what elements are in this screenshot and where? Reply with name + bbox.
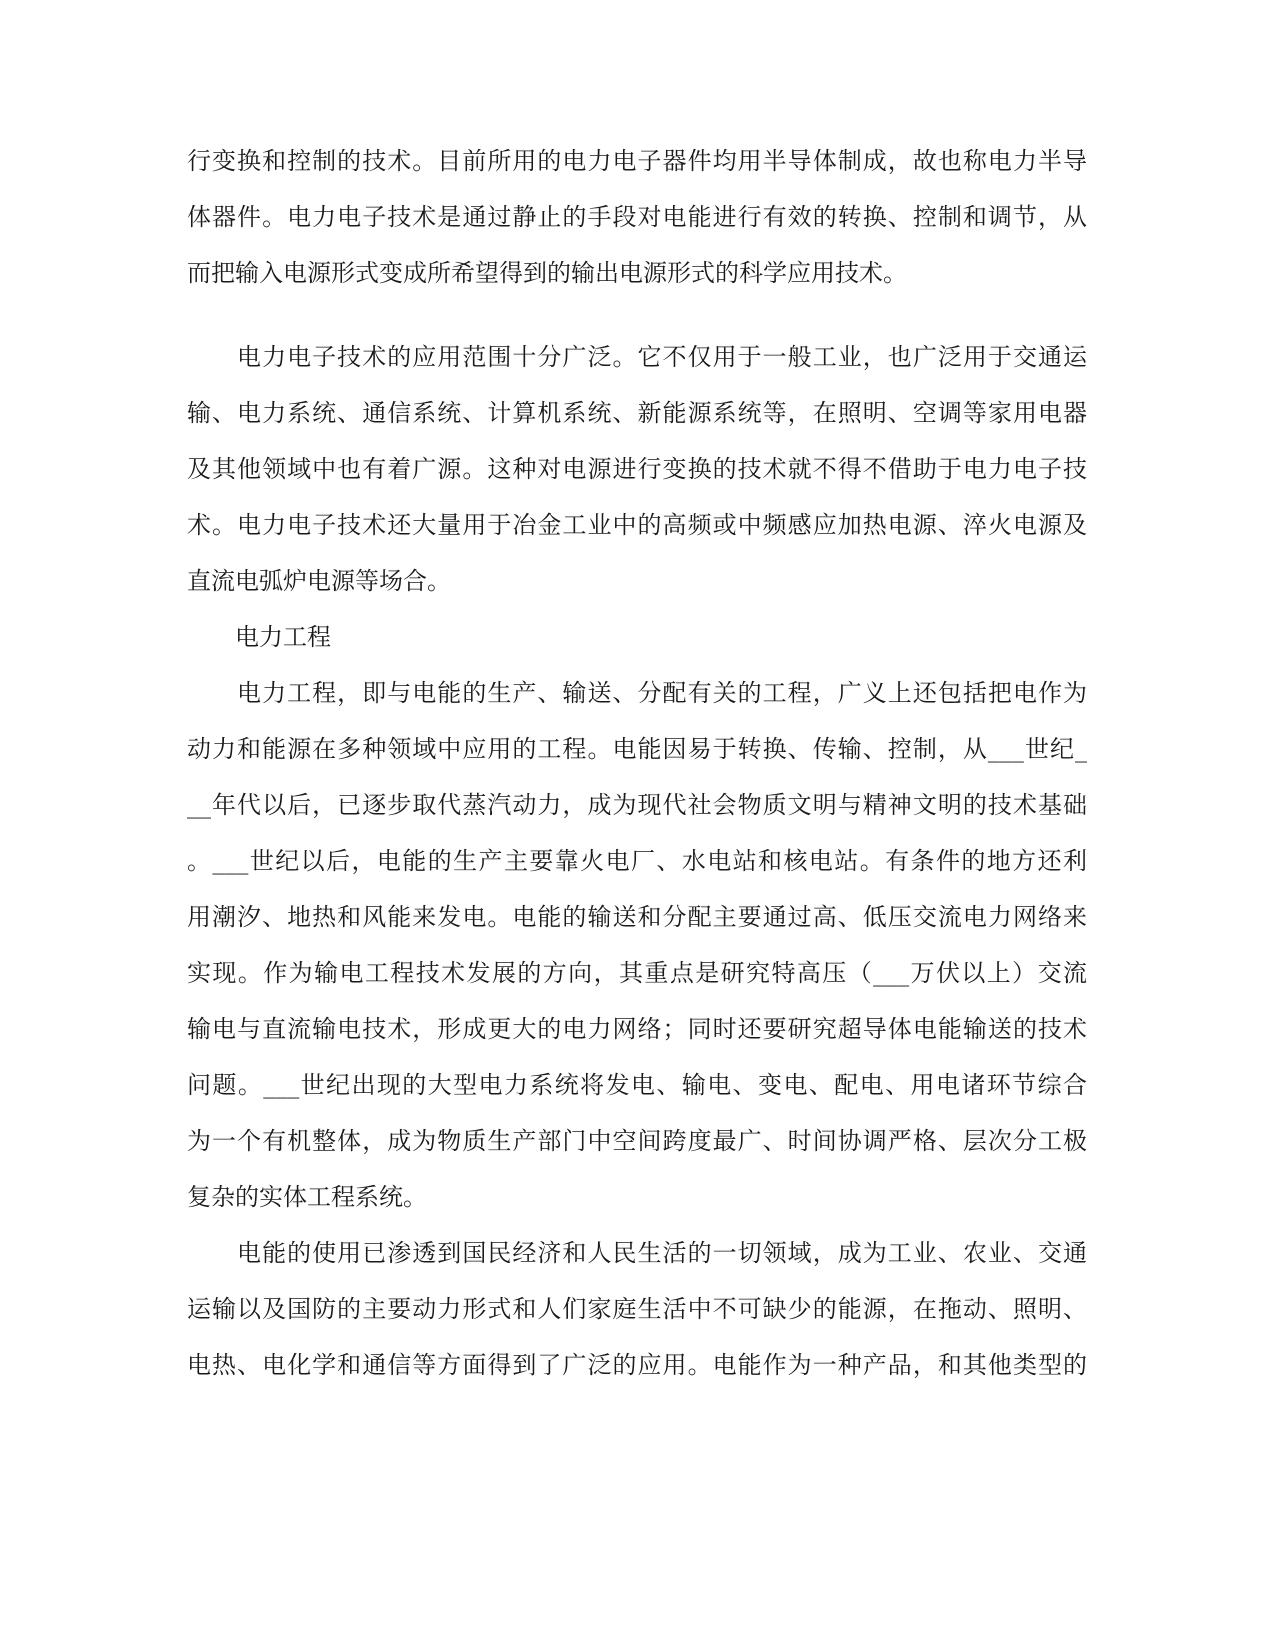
paragraph-line: 输、电力系统、通信系统、计算机系统、新能源系统等，在照明、空调等家用电器 <box>187 399 1087 427</box>
paragraph-line: 直流电弧炉电源等场合。 <box>187 567 451 595</box>
section-heading-paragraph <box>187 617 1087 657</box>
paragraph-line: __年代以后，已逐步取代蒸汽动力，成为现代社会物质文明与精神文明的技术基础 <box>187 791 1087 819</box>
paragraph-line: 运输以及国防的主要动力形式和人们家庭生活中不可缺少的能源，在拖动、照明、 <box>187 1295 1087 1323</box>
paragraph-line: 电能的使用已渗透到国民经济和人民生活的一切领域，成为工业、农业、交通 <box>187 1239 1087 1267</box>
paragraph-line: 输电与直流输电技术，形成更大的电力网络；同时还要研究超导体电能输送的技术 <box>187 1015 1087 1043</box>
paragraph-line: 体器件。电力电子技术是通过静止的手段对电能进行有效的转换、控制和调节，从 <box>187 203 1087 231</box>
paragraph-line: 实现。作为输电工程技术发展的方向，其重点是研究特高压（___万伏以上）交流 <box>187 959 1087 987</box>
paragraph-line: 术。电力电子技术还大量用于冶金工业中的高频或中频感应加热电源、淬火电源及 <box>187 511 1087 539</box>
paragraph-line: 为一个有机整体，成为物质生产部门中空间跨度最广、时间协调严格、层次分工极 <box>187 1127 1087 1155</box>
paragraph-2 <box>187 337 1087 601</box>
paragraph-line: 动力和能源在多种领域中应用的工程。电能因易于转换、传输、控制，从___世纪_ <box>187 735 1087 763</box>
paragraph-line: 问题。___世纪出现的大型电力系统将发电、输电、变电、配电、用电诸环节综合 <box>187 1071 1087 1099</box>
paragraph-line: 。___世纪以后，电能的生产主要靠火电厂、水电站和核电站。有条件的地方还利 <box>187 847 1087 875</box>
paragraph-5 <box>187 1233 1087 1385</box>
paragraph-line: 电力工程，即与电能的生产、输送、分配有关的工程，广义上还包括把电作为 <box>187 679 1087 707</box>
paragraph-line: 电热、电化学和通信等方面得到了广泛的应用。电能作为一种产品，和其他类型的 <box>187 1351 1087 1379</box>
paragraph-line: 及其他领域中也有着广源。这种对电源进行变换的技术就不得不借助于电力电子技 <box>187 455 1087 483</box>
paragraph-line: 行变换和控制的技术。目前所用的电力电子器件均用半导体制成，故也称电力半导 <box>187 147 1087 175</box>
section-heading: 电力工程 <box>187 623 331 651</box>
paragraph-1 <box>187 141 1087 293</box>
paragraph-line: 而把输入电源形式变成所希望得到的输出电源形式的科学应用技术。 <box>187 259 907 287</box>
paragraph-4 <box>187 673 1087 1217</box>
paragraph-line: 复杂的实体工程系统。 <box>187 1183 427 1211</box>
paragraph-line: 电力电子技术的应用范围十分广泛。它不仅用于一般工业，也广泛用于交通运 <box>187 343 1087 371</box>
paragraph-line: 用潮汐、地热和风能来发电。电能的输送和分配主要通过高、低压交流电力网络来 <box>187 903 1087 931</box>
